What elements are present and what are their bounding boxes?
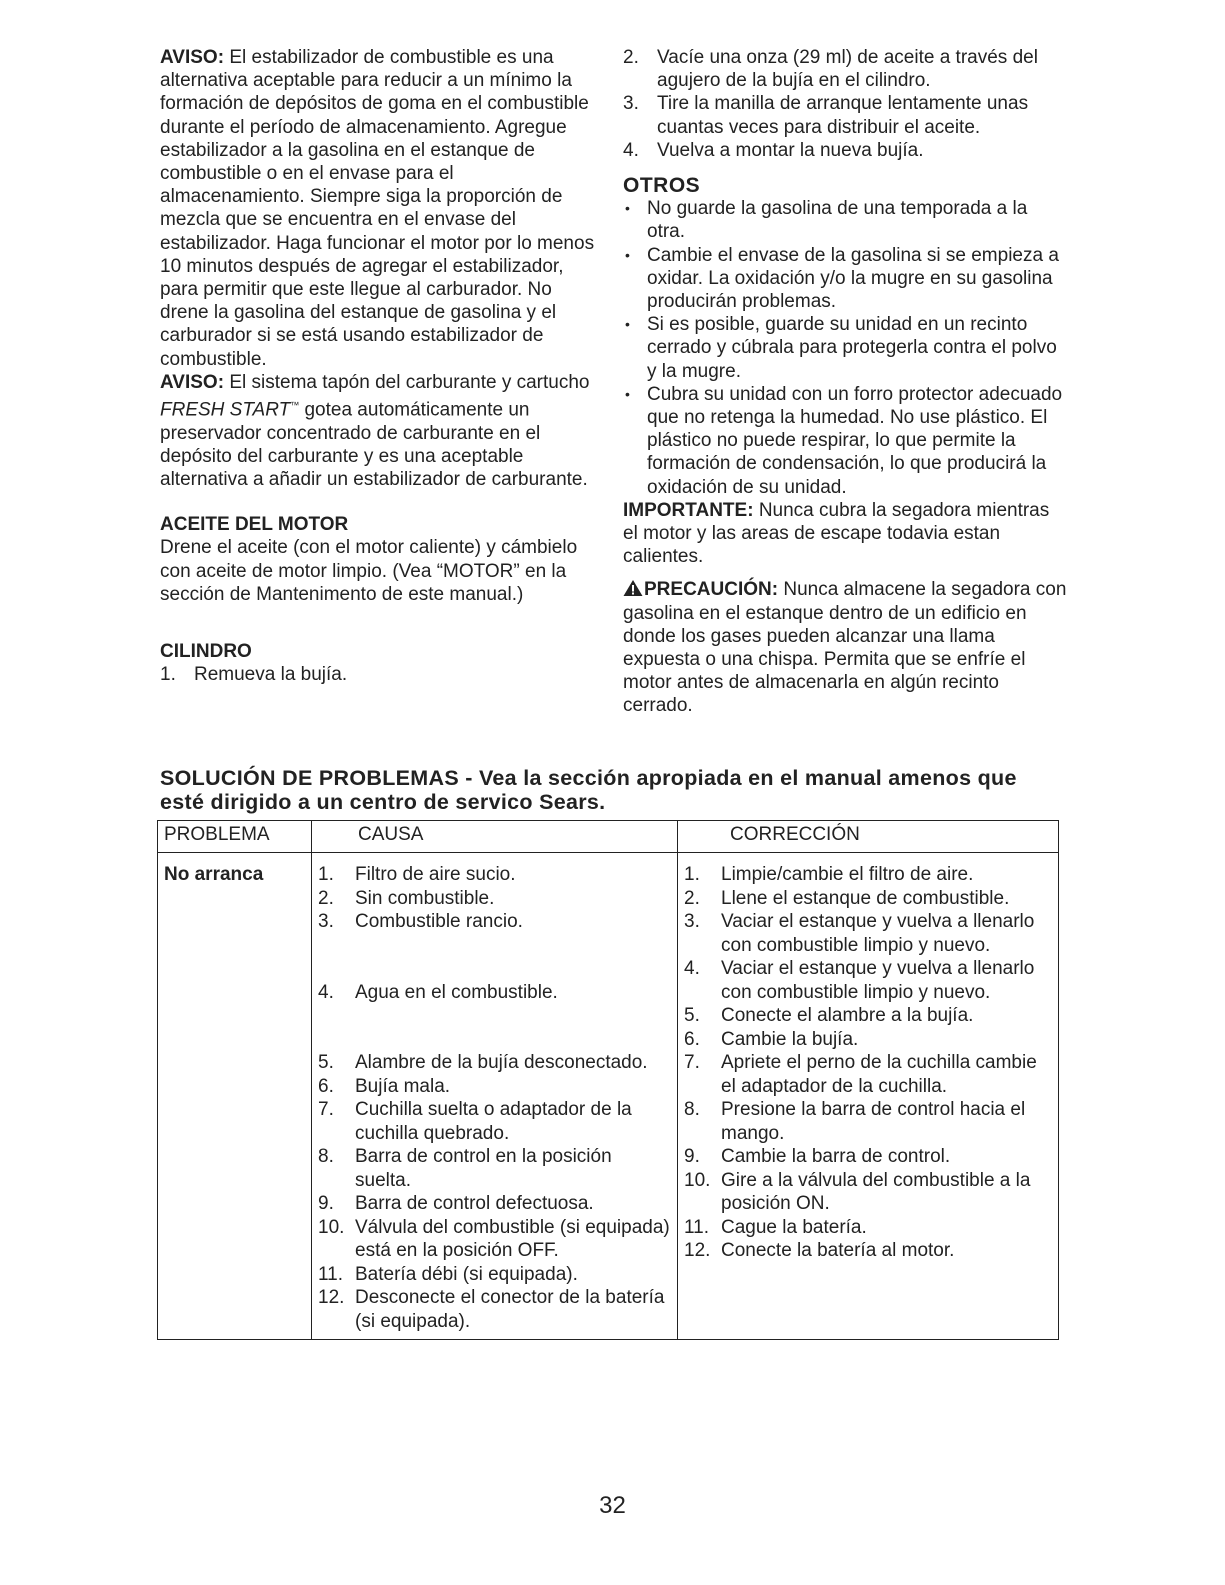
list-item: • Cubra su unidad con un forro protector adecuado que no retenga la humedad. No use plástico. El plástico no puede respirar, lo que permite la formación de condensación, lo que producirá la oxidación de su unidad. [623, 383, 1068, 499]
list-item [160, 663, 600, 686]
item-number: 10. [318, 1216, 345, 1238]
list-item [684, 887, 1052, 911]
item-text: Agua en el combustible. [355, 981, 558, 1003]
aviso-fresh-start-post: gotea automáticamente un preservador concentrado de carburante en el depósito del carburante y es una aceptable alternativa a añadir un estabilizador de carburante. [160, 399, 588, 490]
step-number: 4. [623, 139, 639, 161]
importante-label: IMPORTANTE: [623, 499, 754, 521]
item-text: Batería débi (si equipada). [355, 1263, 578, 1285]
warning-triangle-icon [623, 579, 643, 597]
list-item [684, 863, 1052, 887]
list-item [318, 1286, 671, 1333]
cause-cell [312, 853, 678, 1340]
item-text: Cuchilla suelta o adaptador de la cuchilla quebrado. [355, 1099, 632, 1144]
item-text: Limpie/cambie el filtro de aire. [721, 864, 974, 885]
item-text: Bujía mala. [355, 1075, 451, 1097]
aviso-stabilizer-paragraph [160, 46, 600, 371]
item-number: 6. [684, 1028, 700, 1050]
precaucion-label: PRECAUCIÓN: [644, 579, 779, 601]
list-item [684, 1216, 1052, 1240]
left-column [160, 46, 600, 686]
list-item [318, 1263, 671, 1287]
item-text: Válvula del combustible (si equipada) está en la posición OFF. [355, 1216, 670, 1261]
cilindro-steps-left [160, 663, 600, 686]
aviso-stabilizer-text: El estabilizador de combustible es una alternativa aceptable para reducir a un mínimo la formación de depósitos de goma en el combustible durante el período de almacenamiento. Agregue estabilizador a la gasolina en el estanque de combustible o en el envase para el almacenamiento. Siempre siga la proporción de mezcla que se encuentra en el envase del estabilizador. Haga funcionar el motor por lo menos 10 minutos después de agregar el estabilizador, para permitir que este llegue al carburador. No drene la gasolina del estanque de gasolina y el carburador si se está usando estabilizador de combustible. [160, 47, 595, 370]
item-number: 11. [318, 1263, 344, 1285]
aviso-label: AVISO: [160, 47, 225, 68]
troubleshooting-table [157, 820, 1059, 1340]
step-text: Vuelva a montar la nueva bujía. [657, 139, 924, 161]
list-item [318, 1075, 671, 1099]
item-text: Gire a la válvula del combustible a la posición ON. [721, 1169, 1031, 1214]
cilindro-heading: CILINDRO [160, 641, 252, 662]
item-text: Barra de control en la posición suelta. [355, 1146, 612, 1191]
cilindro-steps-right [623, 46, 1068, 162]
aceite-heading: ACEITE DEL MOTOR [160, 514, 349, 536]
header-correction: CORRECCIÓN [678, 821, 1059, 853]
item-number: 1. [318, 864, 334, 885]
item-number: 9. [684, 1146, 700, 1167]
list-item [318, 981, 671, 1052]
step-text: Tire la manilla de arranque lentamente unas cuantas veces para distribuir el aceite. [657, 93, 1029, 138]
header-problem: PROBLEMA [158, 821, 312, 853]
item-text: Combustible rancio. [355, 911, 523, 932]
item-text: Apriete el perno de la cuchilla cambie el adaptador de la cuchilla. [721, 1052, 1037, 1097]
otros-heading: OTROS [623, 174, 701, 198]
list-item [684, 957, 1052, 1004]
item-text: Cague la batería. [721, 1216, 867, 1238]
list-item [684, 1239, 1052, 1263]
item-text: Llene el estanque de combustible. [721, 887, 1010, 909]
step-number: 2. [623, 47, 639, 68]
fresh-start-brand: FRESH START [160, 399, 291, 421]
list-item [684, 910, 1052, 957]
item-number: 7. [318, 1099, 334, 1120]
page-number: 32 [599, 1492, 626, 1519]
item-number: 3. [684, 911, 700, 932]
list-item: • Si es posible, guarde su unidad en un recinto cerrado y cúbrala para protegerla contra el polvo y la mugre. [623, 313, 1068, 383]
list-item [318, 910, 671, 981]
list-item [318, 1098, 671, 1145]
list-item [684, 1004, 1052, 1028]
item-number: 6. [318, 1075, 334, 1097]
list-item [318, 887, 671, 911]
list-item [684, 1051, 1052, 1098]
list-item [318, 1216, 671, 1263]
item-number: 8. [318, 1146, 334, 1167]
importante-text: Nunca cubra la segadora mientras el motor y las areas de escape todavia estan calientes. [623, 499, 1050, 568]
list-item: • Cambie el envase de la gasolina si se empieza a oxidar. La oxidación y/o la mugre en su gasolina producirán problemas. [623, 244, 1068, 314]
item-number: 1. [684, 864, 700, 885]
list-item [318, 1145, 671, 1192]
item-number: 2. [684, 887, 700, 909]
item-text: Conecte la batería al motor. [721, 1240, 955, 1261]
item-text: Cambie la barra de control. [721, 1146, 951, 1167]
item-text: Filtro de aire sucio. [355, 864, 516, 885]
item-number: 5. [684, 1005, 700, 1026]
table-header-row [158, 821, 1059, 853]
right-column [623, 46, 1068, 718]
item-number: 9. [318, 1193, 334, 1214]
list-item [623, 92, 1068, 138]
item-number: 5. [318, 1052, 334, 1073]
step-number: 3. [623, 93, 639, 115]
list-item [623, 46, 1068, 92]
list-item [684, 1145, 1052, 1169]
item-number: 11. [684, 1216, 710, 1238]
step-text: Vacíe una onza (29 ml) de aceite a través del agujero de la bujía en el cilindro. [657, 47, 1038, 92]
item-number: 12. [684, 1240, 711, 1261]
item-number: 12. [318, 1287, 345, 1308]
item-text: Alambre de la bujía desconectado. [355, 1052, 648, 1073]
item-text: Conecte el alambre a la bujía. [721, 1005, 974, 1026]
list-item: • No guarde la gasolina de una temporada a la otra. [623, 197, 1068, 243]
item-text: Vaciar el estanque y vuelva a llenarlo con combustible limpio y nuevo. [721, 911, 1035, 956]
item-number: 3. [318, 911, 334, 932]
list-item [318, 863, 671, 887]
precaucion-paragraph [623, 578, 1068, 717]
item-number: 7. [684, 1052, 700, 1073]
header-cause: CAUSA [312, 821, 678, 853]
aviso-label: AVISO: [160, 371, 225, 393]
corrections-list [684, 863, 1052, 1263]
item-number: 2. [318, 887, 334, 909]
item-number: 4. [318, 981, 334, 1003]
list-item [318, 1051, 671, 1075]
troubleshooting-title: SOLUCIÓN DE PROBLEMAS - Vea la sección apropiada en el manual amenos que esté dirigido a un centro de servico Sears. [160, 766, 1017, 814]
item-number: 10. [684, 1169, 711, 1191]
aviso-fresh-start-paragraph [160, 371, 600, 491]
item-text: Presione la barra de control hacia el mango. [721, 1099, 1026, 1144]
causes-list [318, 863, 671, 1333]
list-item [684, 1028, 1052, 1052]
correction-cell [678, 853, 1059, 1340]
list-item [684, 1098, 1052, 1145]
table-row [158, 853, 1059, 1340]
list-item [684, 1169, 1052, 1216]
step-number: 1. [160, 664, 176, 686]
aviso-fresh-start-pre: El sistema tapón del carburante y cartucho [229, 371, 590, 393]
otros-list [623, 197, 1068, 499]
list-item [623, 139, 1068, 162]
importante-paragraph [623, 499, 1068, 569]
trademark-symbol: ™ [290, 400, 300, 411]
step-text: Remueva la bujía. [194, 664, 348, 686]
precaucion-text: Nunca almacene la segadora con gasolina en el estanque dentro de un edificio en donde los gases pueden alcanzar una llama expuesta o una chispa. Permita que se enfríe el motor antes de almacenarla en algún recinto cerrado. [623, 579, 1067, 717]
aceite-text: Drene el aceite (con el motor caliente) y cámbielo con aceite de motor limpio. (Vea “MOTOR” en la sección de Mantenimento de este manual.) [160, 537, 578, 605]
item-number: 4. [684, 958, 700, 979]
problem-cell: No arranca [158, 853, 312, 1340]
item-text: Sin combustible. [355, 887, 495, 909]
item-text: Barra de control defectuosa. [355, 1193, 594, 1214]
item-number: 8. [684, 1099, 700, 1120]
item-text: Desconecte el conector de la batería (si equipada). [355, 1287, 665, 1332]
list-item [318, 1192, 671, 1216]
item-text: Cambie la bujía. [721, 1028, 859, 1050]
item-text: Vaciar el estanque y vuelva a llenarlo con combustible limpio y nuevo. [721, 958, 1035, 1003]
